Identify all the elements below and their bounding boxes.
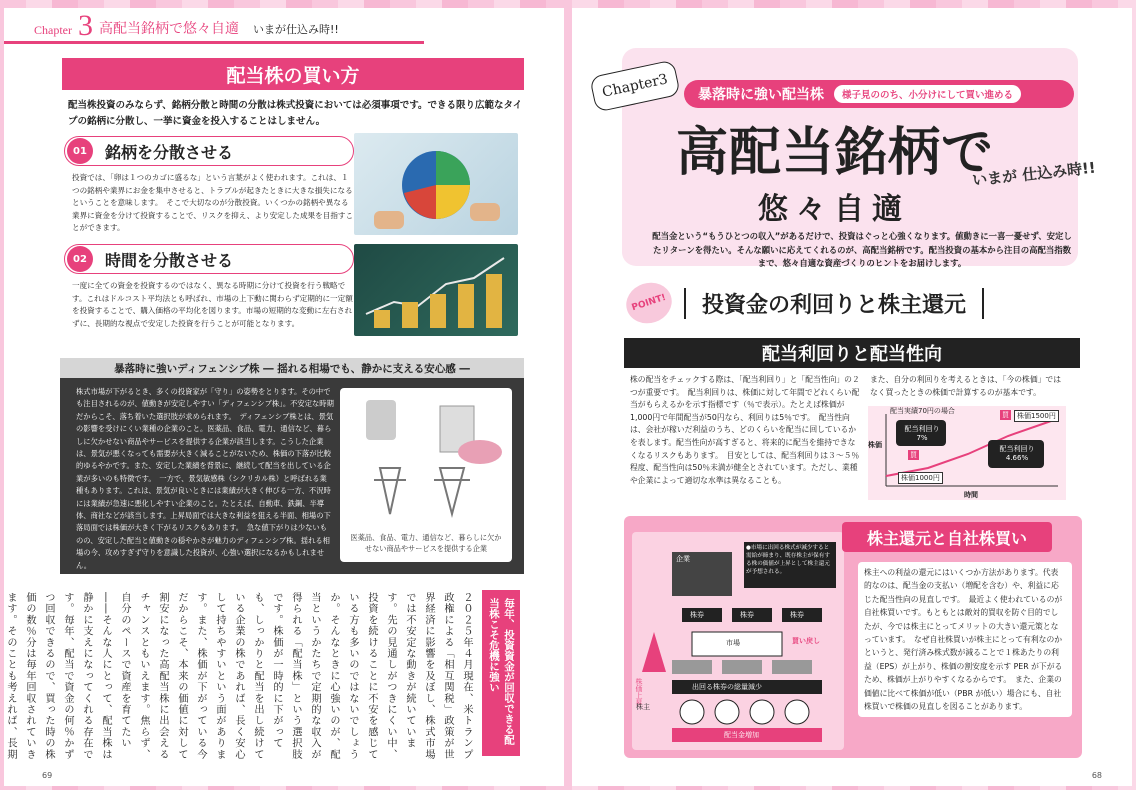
- section-number: 01: [67, 138, 93, 164]
- illus-stock-2: 株券: [740, 611, 754, 619]
- section-banner: 配当株の買い方: [62, 58, 524, 90]
- shareholder-return-body: 株主への利益の還元にはいくつか方法があります。代表的なのは、配当金の支払い（増配を含む）や、利益に応じた配当性向の見直しです。 最近よく使われているのが自社株買いです。もともとは敵対的買収を防ぐ目的でしたが、今では株主にとってメリットの大きい還元策となっています。 なぜ自社株買いが株主にとって有利なのかというと、発行済み株式数が減ることで１株あたりの利益（EPS）が上がり、株価の割安度を示す PER が下がるため、株価が上がりやすくなるからです。 また、企業の価値に比べて株価が低い（PBR が低い）場合にも、自社株買いで株価の見直しを図ることがあります。: [858, 562, 1072, 717]
- pie-photo-icon: [354, 133, 518, 235]
- point-title: 投資金の利回りと株主還元: [684, 288, 984, 319]
- illus-company: 企業: [676, 555, 690, 563]
- illus-market: 市場: [726, 639, 740, 647]
- vertical-headline-badge: 毎年、投資資金が回収できる配当株こそ危機に強い: [482, 590, 520, 756]
- illus-stock-1: 株券: [690, 611, 704, 619]
- chapter-tag: Chapter3: [589, 59, 681, 112]
- chart-buy-2: 買: [1002, 411, 1009, 419]
- illus-reduce: 出回る株券の総量減少: [692, 683, 762, 691]
- section-title: 銘柄を分散させる: [105, 142, 234, 162]
- defensive-body: 株式市場が下がるとき、多くの投資家が「守り」の姿勢をとります。その中でも注目されるのが、値動きが安定しやすい「ディフェンシブ株」。不安定な時期だからこそ、落ち着いた選択肢が求められます。 ディフェンシブ株とは、景気の影響を受けにくい業種の企業のこと。医薬品、食品、電力、通信など、暮らしに欠かせない商品やサービスを提供する企業が該当します。こうした企業は、景気が悪くなっても需要が大きく減ることがないため、株価の下落が比較的ゆるやかです。また、安定した業績を背景に、継続して配当を出している企業が多いのも特徴です。 一方で、景気敏感株（シクリカル株）と呼ばれる業種もあります。これは、景気が良いときには業績が大きく伸びる一方、不況時には業績が急速に悪化しやすい企業のこと。たとえば、自動車、鉄鋼、半導体、商社などが該当します。上昇局面では大きな利益を狙える半面、相場の下落局面では株価が大きく下がるリスクもあります。 急な値下がりは少ないものの、安定した配当と値動きの穏やかさが魅力のディフェンシブ株。揺れる相場の今、攻めすぎず守りを意識した投資が、心強い選択になるかもしれません。: [76, 387, 334, 570]
- point-row: [626, 280, 1082, 326]
- page-number: 69: [42, 771, 53, 780]
- chart-price-1000: 株価1000円: [898, 472, 943, 484]
- yield-diagram: [868, 406, 1066, 500]
- chart-buy-1: 買: [910, 451, 917, 459]
- chapter-subtitle: いまが仕込み時!!: [253, 23, 339, 36]
- right-page: [572, 8, 1132, 786]
- illus-buyback: 買い戻し: [792, 637, 820, 645]
- defensive-stocks-box: [60, 358, 524, 574]
- section-title: 時間を分散させる: [105, 250, 234, 270]
- illus-dividend-up: 配当金増加: [724, 731, 759, 739]
- chart-yield-7: 配当利回り 7%: [904, 425, 940, 442]
- main-title: 高配当銘柄で: [676, 122, 995, 183]
- chapter-number: 3: [78, 9, 93, 42]
- yield-heading-bar: 配当利回りと配当性向: [624, 338, 1080, 368]
- yield-column-2: また、自分の利回りを考えるときは、「今の株価」ではなく買ったときの株価で計算するのが基本です。: [870, 375, 1062, 397]
- illus-note: ●市場に出回る株式が減少すると需給が締まり、既存株主が保有する株の価値が上昇として株主還元が予想される。: [746, 545, 830, 575]
- vertical-article: ２０２５年４月現在、米トランプ政権による「相互関税」政策が世界経済に影響を及ぼし、株式市場では不安定な動きが続いています。先の見通しがつきにくい中、投資を続けることに不安を感じている方も多いのではないでしょうか。そんなときに心強いのが、配当というかたちで定期的な収入が得られる「配当株」という選択肢です。株価が一時的に下がっても、しっかりと配当を出し続けている企業の株であれば、長く安心して持ちやすいという面があります。また、株価が下がっている今だからこそ、本来の価値に対して割安になった高配当株に出会えるチャンスともいえます。焦らず、自分のペースで資産を育てたい――そんな人にとって、配当株は静かに支えになってくれる存在です。毎年、配当で資金の何％かずつ回収できるので、買った時の株価の数％分は毎年回収されていきます。そのことも考えれば、長期: [5, 592, 472, 760]
- coin-stacks-photo: [354, 244, 518, 336]
- chapter-header: [4, 8, 424, 44]
- chart-x-label: 時間: [964, 491, 978, 499]
- chart-price-1500: 株価1500円: [1014, 410, 1059, 422]
- section-02: [64, 244, 354, 330]
- section-body: 一度に全ての資金を投資するのではなく、異なる時期に分けて投資を行う戦略です。これはドルコスト平均法とも呼ばれ、市場の上下動に関わらず定期的に一定額を投資することで、購入価格の平均化を図ります。市場の短期的な変動に左右されずに、長期的な視点で安定した投資を行うことが可能となります。: [72, 281, 353, 328]
- intro-text: 配当株投資のみならず、銘柄分散と時間の分散は株式投資においては必須事項です。できる限り広範なタイプの銘柄に分散し、一挙に資金を投入することはしません。: [68, 100, 523, 127]
- illus-price-rise: 株価上昇: [635, 678, 643, 706]
- chapter-word: Chapter: [34, 23, 72, 37]
- daily-goods-icon: [340, 388, 512, 518]
- section-01: [64, 136, 354, 235]
- page-number: 68: [1091, 771, 1102, 780]
- coin-stack-icon: [354, 244, 518, 336]
- chapter-title: 高配当銘柄で悠々自適: [99, 21, 239, 37]
- hero-lead: 配当金という“もうひとつの収入”があるだけで、投資はぐっと心強くなります。値動きに一喜一憂せず、安定したリターンを得たい。そんな願いに応えてくれるのが、高配当銘柄です。配当投資の基本から注目の高配当指数まで、悠々自適な資産づくりのヒントをお届けします。: [652, 231, 1072, 268]
- section-heading: [64, 244, 354, 274]
- side-catch: いまが 仕込み時!!: [971, 158, 1097, 190]
- left-page: [4, 8, 564, 786]
- tagline-bar: [684, 80, 1074, 108]
- chart-yield-466: 配当利回り 4.66%: [999, 445, 1035, 462]
- section-heading: [64, 136, 354, 166]
- defensive-heading: 暴落時に強いディフェンシブ株 ― 揺れる相場でも、静かに支える安心感 ―: [60, 358, 524, 378]
- section-body: 投資では、「卵は１つのカゴに盛るな」という言葉がよく使われます。これは、１つの銘柄や業界にお金を集中させると、トラブルが起きたときに大きな損失になるということを意味します。 そこで大切なのが分散投資。いくつかの銘柄や異なる業界に資金を分けて投資することで、リスクを抑え、より安定した成果を目指すことができます。: [72, 173, 354, 232]
- yield-column-1: 株の配当をチェックする際は、「配当利回り」と「配当性向」の２つが重要です。 配当利回りは、株価に対して年間でどれくらい配当がもらえるかを示す指標です（％で表示）。たとえば株価が1,000円で年間配当が50円なら、利回りは5％です。 配当性向は、会社が稼いだ利益のうち、どのくらいを配当に回しているかを表します。配当性向が高すぎると、将来的に配当を維持できなくなるリスクもあります。 目安としては、配当利回りは３～５％程度、配当性向は50％未満が健全とされています。ただし、業種や企業によって適切な水準は異なることも。: [630, 375, 860, 485]
- pie-chart-photo: [354, 133, 518, 235]
- main-subtitle: 悠々自適: [758, 192, 910, 227]
- point-hand-icon: POINT!: [621, 277, 677, 329]
- defensive-illustration: [340, 388, 512, 562]
- illus-holder: 株主: [636, 703, 650, 711]
- illustration-caption: 医薬品、食品、電力、通信など、暮らしに欠かせない商品やサービスを提供する企業: [350, 533, 502, 553]
- tagline-sub: 様子見ののち、小分けにして買い進める: [834, 85, 1021, 103]
- chart-y-label: 株価: [868, 441, 882, 449]
- illus-stock-3: 株券: [790, 611, 804, 619]
- tagline-main: 暴落時に強い配当株: [698, 87, 824, 103]
- shareholder-return-heading: 株主還元と自社株買い: [842, 522, 1052, 552]
- chart-legend: 配当実績70円の場合: [890, 407, 955, 415]
- buyback-illustration: [632, 532, 844, 750]
- section-number: 02: [67, 246, 93, 272]
